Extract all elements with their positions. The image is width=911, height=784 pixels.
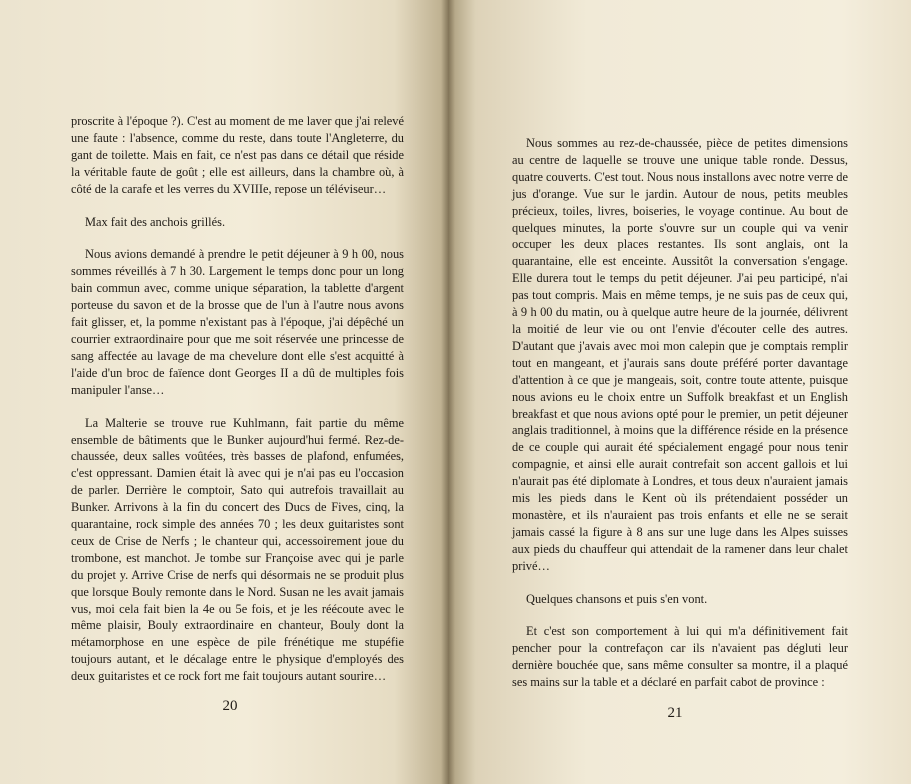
left-paragraph-2: Max fait des anchois grillés.	[85, 214, 226, 229]
right-paragraph-2: Quelques chansons et puis s'en vont.	[526, 591, 708, 606]
page-number-left: 20	[222, 698, 238, 714]
left-paragraph-1: proscrite à l'époque ?). C'est au moment de me laver que j'ai relevé une faute : l'absence, comme du reste, dans toute l'Angleterre, du gant de toilette. Mais en fait, ce n'est pas dans ce détail que réside la véritable faute de goût ; elle est ailleurs, dans la chambre où, à côté de la carafe et les verres du XVIIIe, repose un téléviseur…	[71, 114, 404, 196]
book-gutter	[441, 0, 455, 784]
left-paragraph-3: Nous avions demandé à prendre le petit déjeuner à 9 h 00, nous sommes réveillés à 7 h 30. Largement le temps donc pour un long bain commun avec, comme unique séparation, la tablette d'argent porteuse du savon et de la brosse que de l'un à l'autre nous avons fait glisser, et, la pomme n'existant pas à l'époque, j'ai dépêché un courrier extraordinaire pour que me soit réservée une princesse de sang affectée au lavage de ma chevelure dont elle s'est acquitté à l'aide d'un broc de faïence dont Georges II a dû de multiples fois manipuler l'anse…	[71, 247, 404, 397]
left-page-text	[71, 113, 404, 685]
right-page-text	[512, 135, 848, 691]
left-paragraph-4: La Malterie se trouve rue Kuhlmann, fait partie du même ensemble de bâtiments que le Bunker aujourd'hui fermé. Rez-de-chaussée, deux salles voûtées, très basses de plafond, enfumées, c'est oppressant. Damien était là avec qui je n'ai pas eu l'occasion de parler. Derrière le comptoir, Sato qui autrefois travaillait au Bunker. Arrivons à la fin du concert des Ducs de Fives, cinq, la quarantaine, rock simple des années 70 ; les deux guitaristes sont ceux de Crise de Nerfs ; le chanteur qui, accessoirement joue du trombone, est manchot. Je tombe sur Françoise avec qui je parle du projet y. Arrive Crise de nerfs qui désormais ne se produit plus que lorsque Bouly remonte dans le Nord. Susan ne les avait jamais vus, moi cela fait bien la 4e ou 5e fois, et je les réécoute avec le même plaisir, Bouly extraordinaire en chanteur, Bouly dont la métamorphose en une espèce de pile frénétique me stupéfie toujours autant, et le décalage entre le physique d'employés des deux guitaristes et ce rock fort me fait toujours autant sourire…	[71, 415, 404, 684]
left-page	[0, 0, 448, 784]
page-number-right: 21	[667, 705, 683, 721]
right-paragraph-3: Et c'est son comportement à lui qui m'a définitivement fait pencher pour la contrefaçon car ils n'avaient pas dégluti leur dernière bouchée que, sans même consulter sa montre, il a plaqué ses mains sur la table et a déclaré en parfait cabot de province :	[512, 624, 848, 690]
right-paragraph-1: Nous sommes au rez-de-chaussée, pièce de petites dimensions au centre de laquelle se trouve une unique table ronde. Dessus, quatre couverts. C'est tout. Nous nous installons avec notre verre de jus d'orange. Vue sur le jardin. Autour de nous, petits meubles précieux, toiles, livres, boiseries, le voyage continue. Au bout de quelques minutes, la porte s'ouvre sur un couple qui va venir occuper les deux places restantes. Ils sont anglais, ont la quarantaine, elle est enceinte. Aussitôt la conversation s'engage. Elle durera tout le temps du petit déjeuner. J'ai peu participé, n'ai pas tout compris. Mais en même temps, je ne suis pas de ceux qui, à 9 h 00 du matin, ou à quelque autre heure de la journée, délivrent la moitié de leur vie ou ont l'envie d'écouter celle des autres. D'autant que j'avais avec moi mon calepin que je comptais remplir tout en mangeant, et j'aurais sans doute préféré porter davantage d'attention à ce que je mangeais, soit, contre toute attente, puisque nous avions eu le choix entre un Suffolk breakfast et un English breakfast et que nous avions opté pour le premier, un petit déjeuner anglais traditionnel, à moins que la différence réside en la présence de ce couple qui aurait été spécialement engagé pour nous tenir compagnie, et ainsi elle aurait contrefait son accent gallois et lui n'aurait pas été diplomate à Londres, et tous deux n'auraient jamais mis les pieds dans le Kent où ils prétendaient posséder un monastère, et ils n'auraient pas trois enfants et elle ne se serait jamais cassé la figure à 8 ans sur une luge dans les Alpes suisses aux pieds du chauffeur qui attendait de la ramener dans leur chalet privé…	[512, 136, 849, 573]
